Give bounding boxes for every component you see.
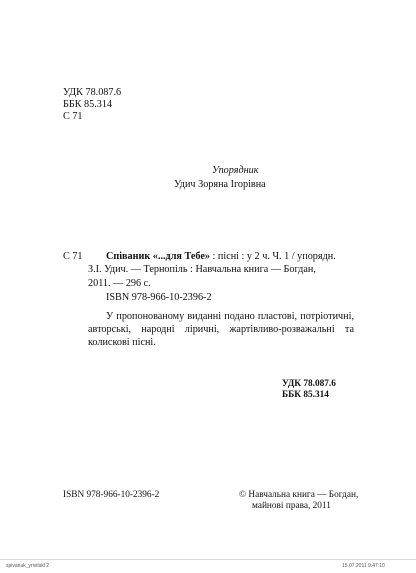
print-mark-filename: spivanuk_yrivitskl 2 <box>6 563 50 569</box>
record-line-1-rest: : пісні : у 2 ч. Ч. 1 / упорядн. <box>209 251 336 262</box>
record-title: Співаник «...для Тебе» <box>106 251 210 262</box>
bbk-code-bottom: ББК 85.314 <box>282 390 329 400</box>
print-mark-rule <box>0 559 416 560</box>
udk-code-top: УДК 78.087.6 <box>63 87 122 98</box>
copyright-line-1: © Навчальна книга — Богдан, <box>239 490 359 500</box>
compiler-name: Удич Зоряна Ігорівна <box>174 179 266 190</box>
author-sign-top: С 71 <box>63 111 83 122</box>
udk-code-bottom: УДК 78.087.6 <box>282 379 336 389</box>
footer-isbn: ISBN 978-966-10-2396-2 <box>63 490 160 500</box>
record-author-sign: С 71 <box>63 251 83 262</box>
record-isbn: ISBN 978-966-10-2396-2 <box>106 292 212 303</box>
annotation-line-1: У пропонованому виданні подано пластові, потріотичні, <box>106 311 354 322</box>
annotation-line-3: колискові пісні. <box>88 337 156 348</box>
copyright-line-2: майнові права, 2011 <box>252 501 331 511</box>
compiler-label: Упорядник <box>212 165 259 176</box>
record-line-3: 2011. — 296 с. <box>88 278 151 289</box>
print-mark-timestamp: 15.07.2011 9:47:10 <box>342 563 385 569</box>
annotation-line-2: авторські, народні ліричні, жартівливо-розважальні та <box>88 324 354 335</box>
bbk-code-top: ББК 85.314 <box>63 99 113 110</box>
record-line-2: З.І. Удич. — Тернопіль : Навчальна книга — Богдан, <box>88 264 316 275</box>
record-line-1 <box>106 251 336 263</box>
